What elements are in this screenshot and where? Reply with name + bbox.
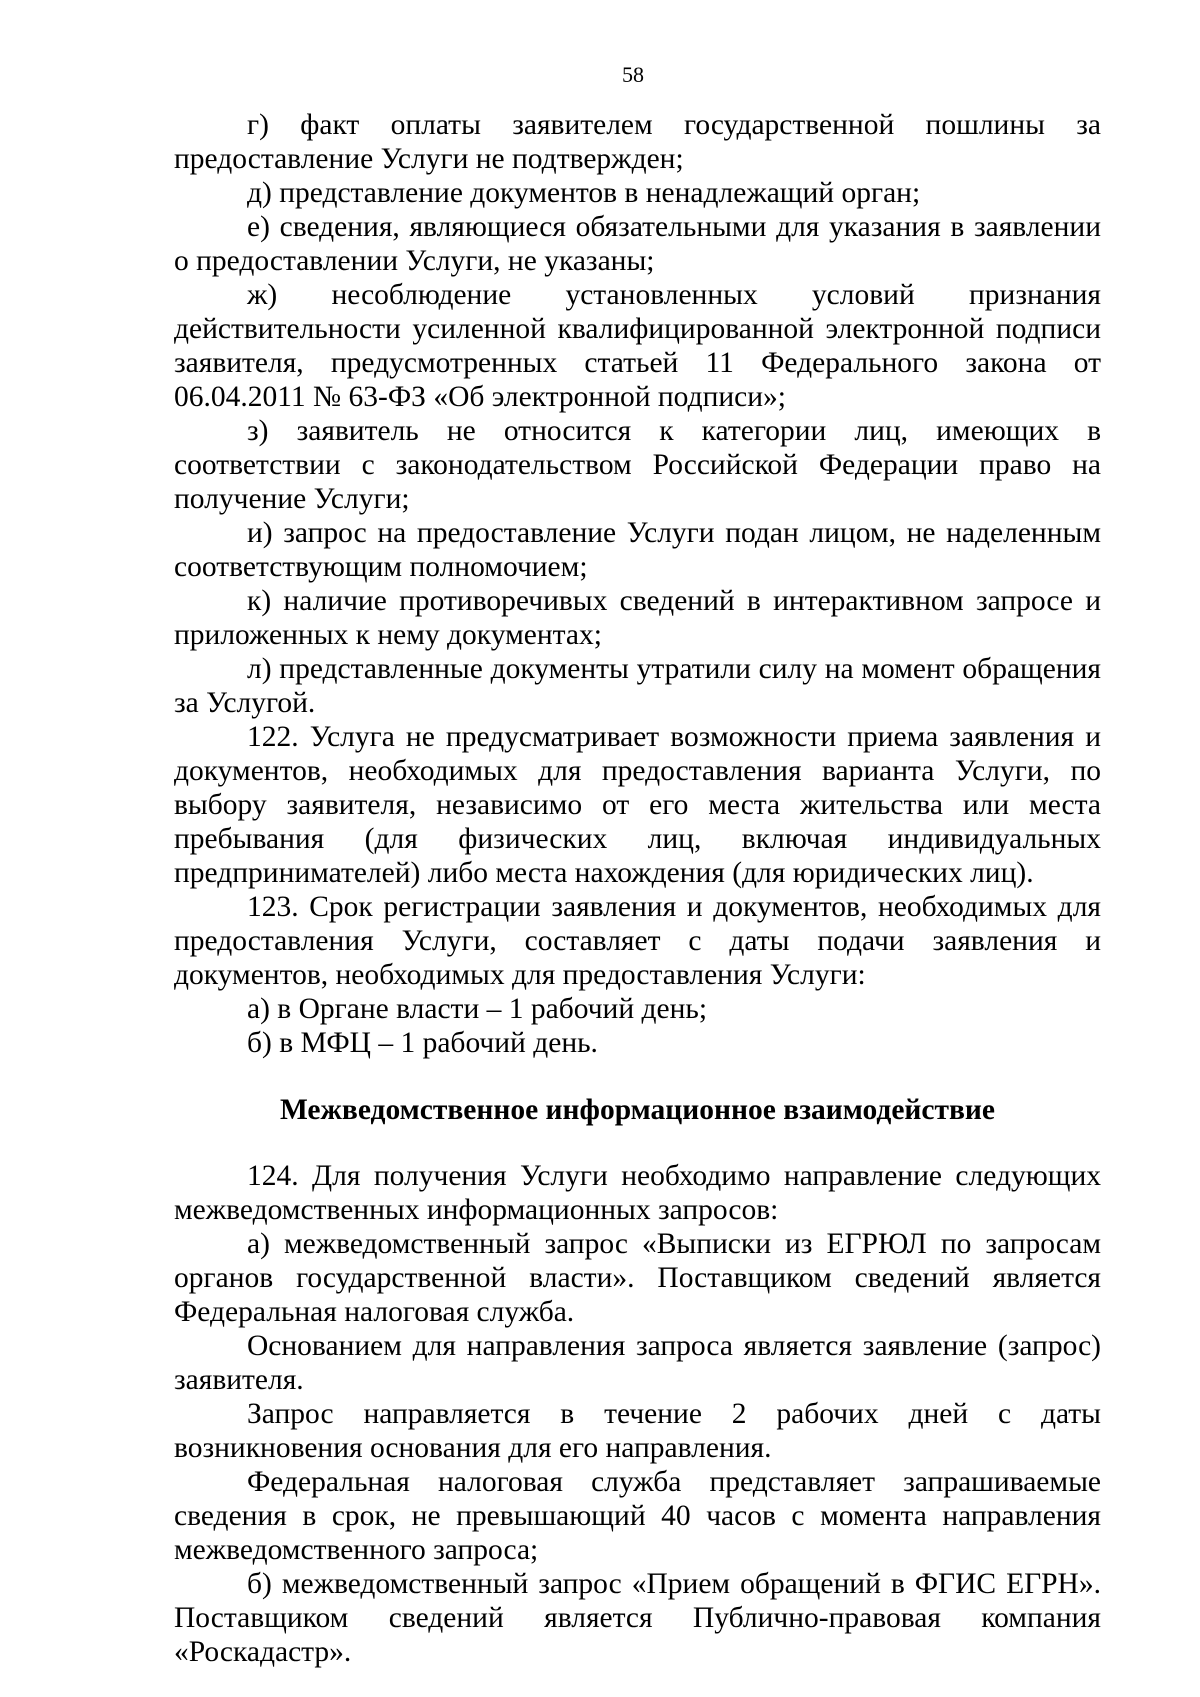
- paragraph-124-item-a: а) межведомственный запрос «Выписки из ЕГРЮЛ по запросам органов государственной власти». Поставщиком сведений является Федеральная налоговая служба.: [174, 1228, 1101, 1328]
- paragraph-124-item-b: б) межведомственный запрос «Прием обращений в ФГИС ЕГРН». Поставщиком сведений является Публично-правовая компания «Роскадастр».: [174, 1568, 1101, 1668]
- paragraph-item-zh: ж) несоблюдение установленных условий признания действительности усиленной квалифицированной электронной подписи заявителя, предусмотренных статьей 11 Федерального закона от 06.04.2011 № 63-ФЗ «Об электронной подписи»;: [174, 279, 1101, 413]
- paragraph-fns-response: Федеральная налоговая служба представляет запрашиваемые сведения в срок, не превышающий 40 часов с момента направления межведомственного запроса;: [174, 1466, 1101, 1566]
- paragraph-124: 124. Для получения Услуги необходимо направление следующих межведомственных информационных запросов:: [174, 1160, 1101, 1226]
- paragraph-request-timing: Запрос направляется в течение 2 рабочих дней с даты возникновения основания для его направления.: [174, 1398, 1101, 1464]
- paragraph-item-k: к) наличие противоречивых сведений в интерактивном запросе и приложенных к нему документах;: [174, 585, 1101, 651]
- page-number: 58: [622, 62, 644, 87]
- section-heading: Межведомственное информационное взаимодействие: [279, 1094, 996, 1126]
- paragraph-item-z: з) заявитель не относится к категории лиц, имеющих в соответствии с законодательством Российской Федерации право на получение Услуги;: [174, 415, 1101, 515]
- paragraph-123: 123. Срок регистрации заявления и документов, необходимых для предоставления Услуги, составляет с даты подачи заявления и документов, необходимых для предоставления Услуги:: [174, 891, 1101, 991]
- document-body: [174, 108, 1101, 1669]
- spacer: [174, 1127, 1101, 1159]
- paragraph-123-item-b: б) в МФЦ – 1 рабочий день.: [247, 1027, 598, 1059]
- spacer: [174, 1060, 1101, 1093]
- paragraph-basis: Основанием для направления запроса является заявление (запрос) заявителя.: [174, 1330, 1101, 1396]
- paragraph-item-l: л) представленные документы утратили силу на момент обращения за Услугой.: [174, 653, 1101, 719]
- paragraph-item-d: д) представление документов в ненадлежащий орган;: [247, 177, 921, 209]
- paragraph-item-g: г) факт оплаты заявителем государственной пошлины за предоставление Услуги не подтвержден;: [174, 109, 1101, 175]
- paragraph-item-i: и) запрос на предоставление Услуги подан лицом, не наделенным соответствующим полномочием;: [174, 517, 1101, 583]
- paragraph-item-e: е) сведения, являющиеся обязательными для указания в заявлении о предоставлении Услуги, не указаны;: [174, 211, 1101, 277]
- paragraph-122: 122. Услуга не предусматривает возможности приема заявления и документов, необходимых для предоставления варианта Услуги, по выбору заявителя, независимо от его места жительства или места пребывания (для физических лиц, включая индивидуальных предпринимателей) либо места нахождения (для юридических лиц).: [174, 721, 1101, 889]
- paragraph-123-item-a: а) в Органе власти – 1 рабочий день;: [247, 993, 708, 1025]
